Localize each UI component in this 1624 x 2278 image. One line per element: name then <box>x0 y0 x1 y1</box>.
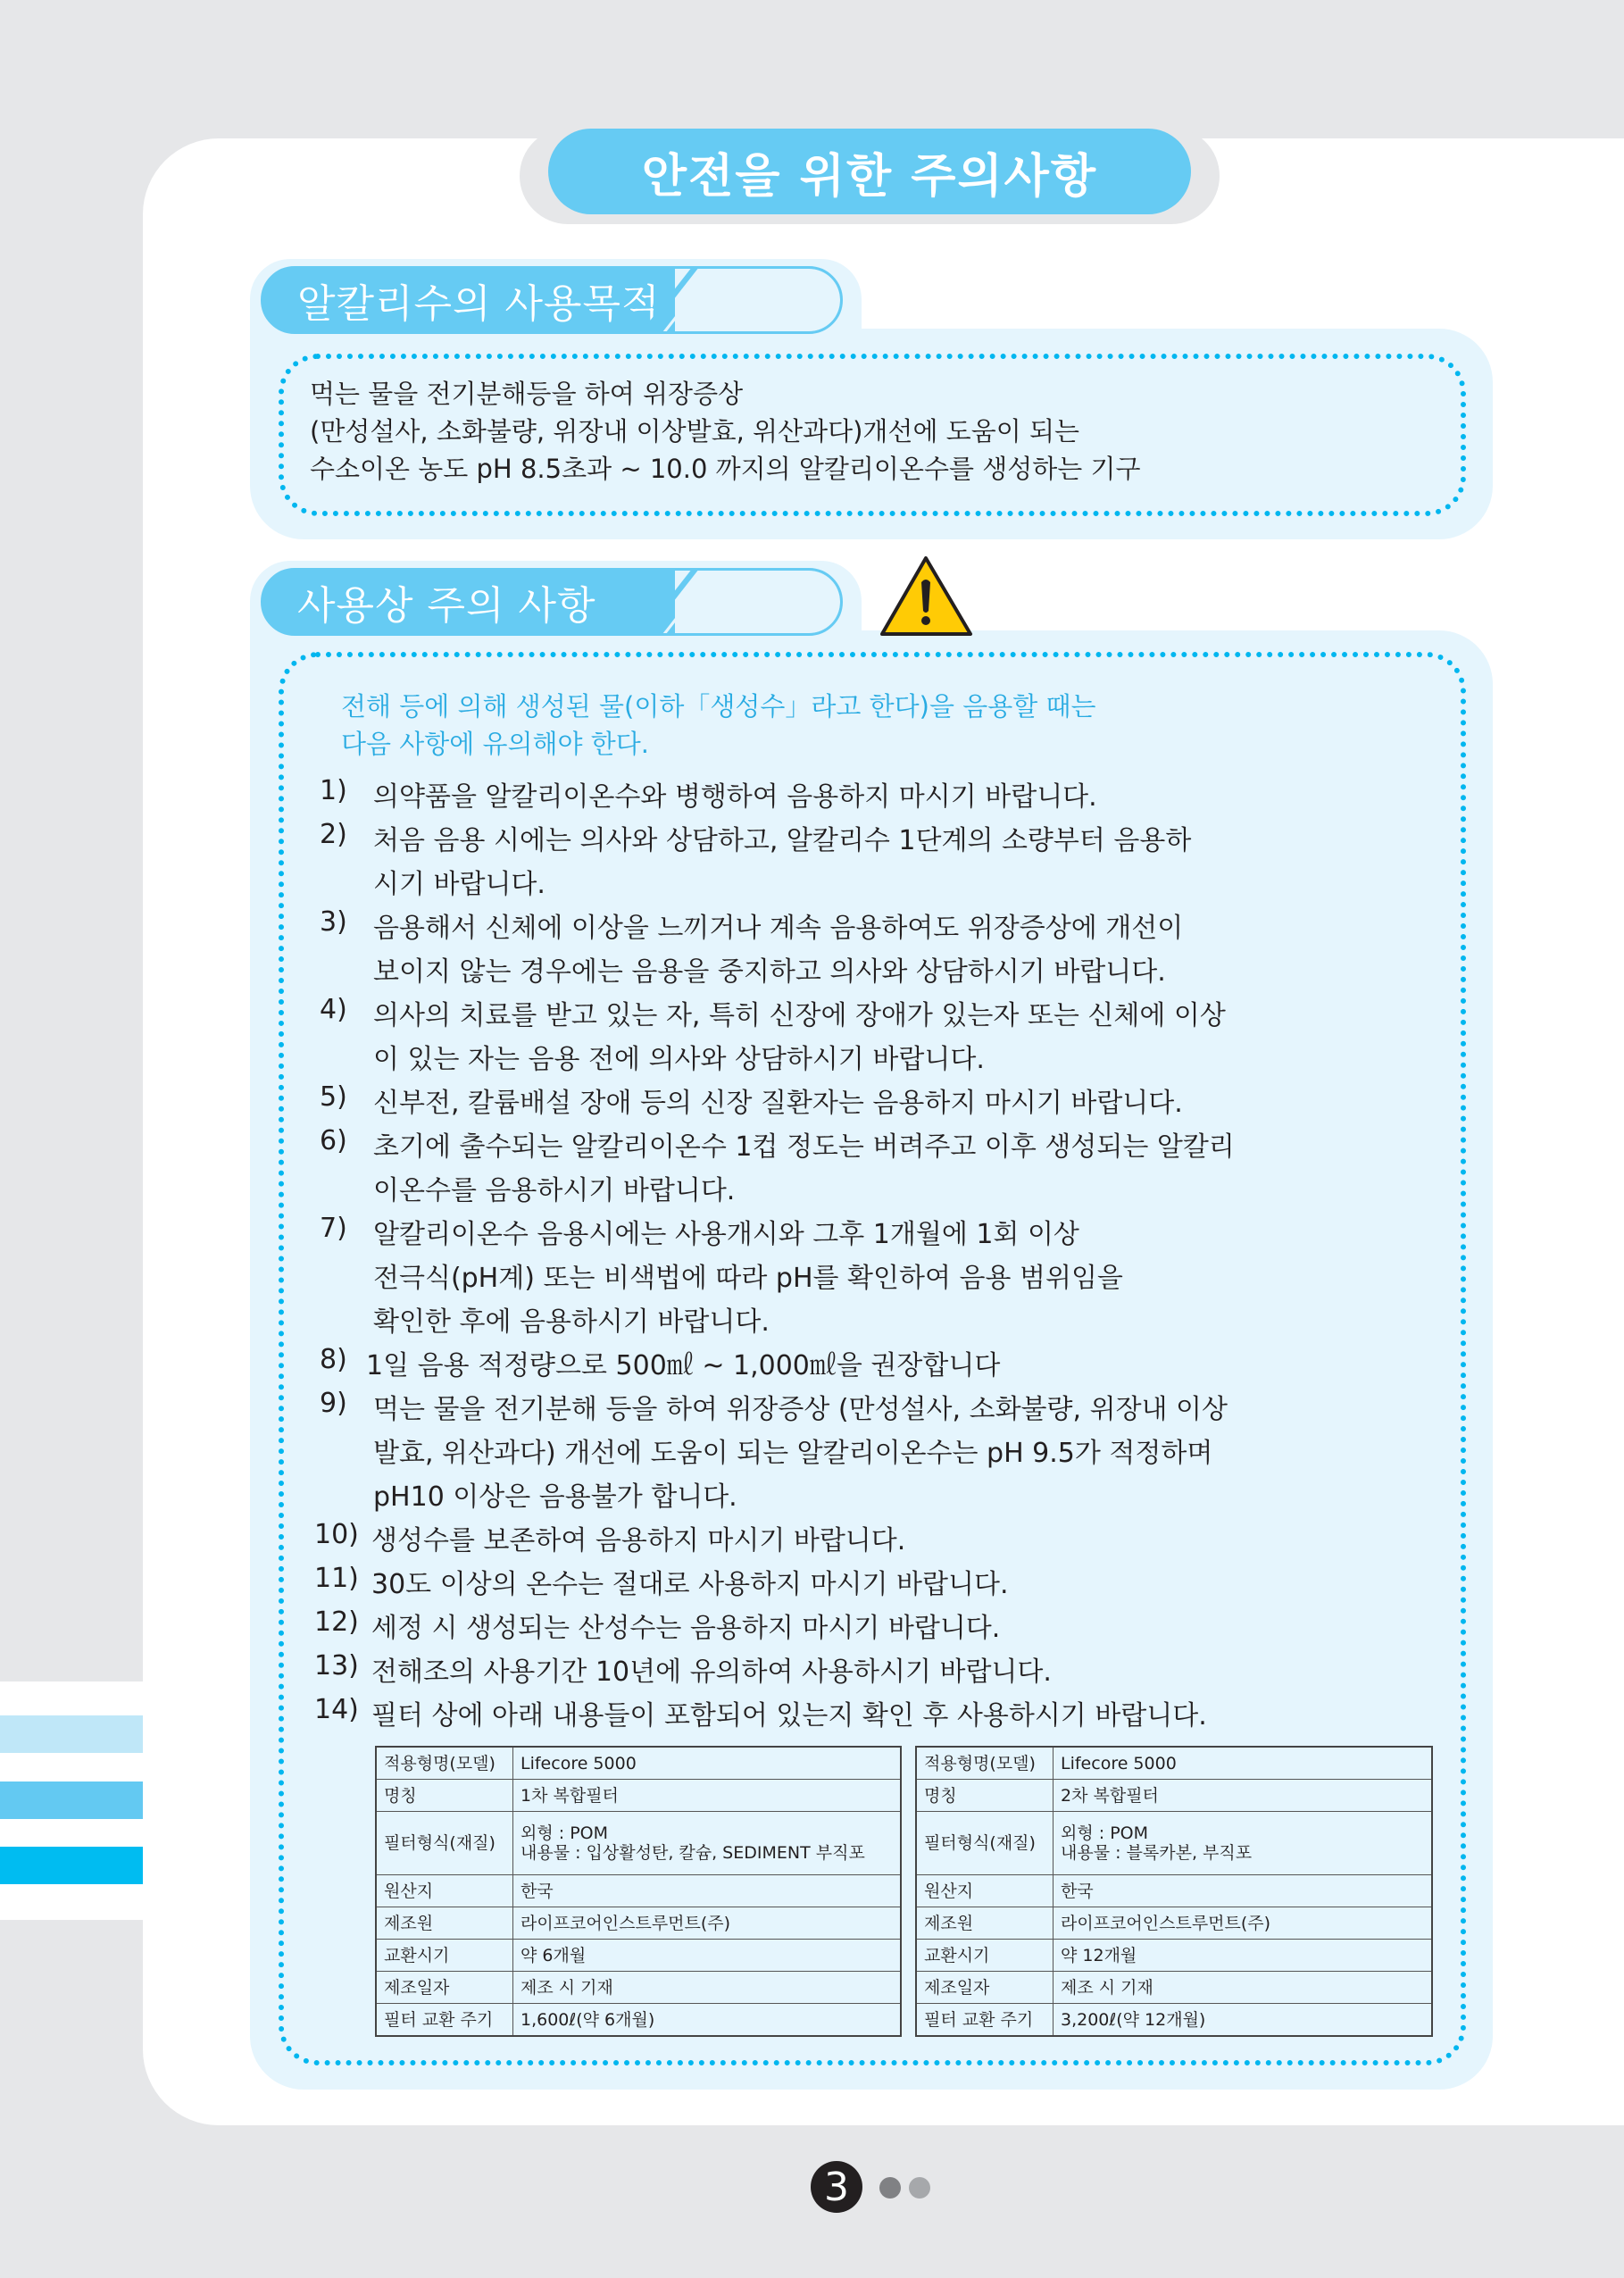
item-text: 이온수를 음용하시기 바랍니다. <box>373 1175 736 1206</box>
page-dot-icon <box>879 2177 901 2199</box>
list-item <box>320 994 1364 1081</box>
item-text: 발효, 위산과다) 개선에 도움이 되는 알칼리이온수는 pH 9.5가 적정하며 <box>373 1438 1213 1469</box>
item-number: 10) <box>314 1519 359 1550</box>
item-text: 1일 음용 적정량으로 500㎖ ~ 1,000㎖을 권장합니다 <box>366 1350 1001 1381</box>
list-item <box>320 1388 1364 1519</box>
table-key: 원산지 <box>916 1875 1054 1907</box>
list-item <box>314 1694 1364 1738</box>
item-text: 시기 바랍니다. <box>373 869 545 900</box>
table-row <box>916 1780 1432 1812</box>
table-value: 2차 복합필터 <box>1054 1780 1433 1812</box>
table-row <box>376 1907 901 1940</box>
item-number: 13) <box>314 1650 359 1681</box>
item-text: 신부전, 칼륨배설 장애 등의 신장 질환자는 음용하지 마시기 바랍니다. <box>373 1088 1183 1119</box>
table-key: 적용형명(모델) <box>916 1747 1054 1780</box>
table-key: 제조일자 <box>916 1972 1054 2004</box>
item-text: 전극식(pH계) 또는 비색법에 따라 pH를 확인하여 음용 범위임을 <box>373 1263 1123 1294</box>
table-value: 약 6개월 <box>513 1940 902 1972</box>
table-key: 교환시기 <box>916 1940 1054 1972</box>
purpose-line: 먹는 물을 전기분해등을 하여 위장증상 <box>310 379 744 409</box>
list-item <box>314 1563 1364 1606</box>
page-title: 안전을 위한 주의사항 <box>548 129 1191 214</box>
table-value: Lifecore 5000 <box>513 1747 902 1780</box>
filter-table-2 <box>915 1746 1433 2037</box>
item-number: 14) <box>314 1694 359 1725</box>
table-key: 필터형식(재질) <box>376 1812 513 1875</box>
table-row <box>916 1812 1432 1875</box>
item-number: 6) <box>320 1125 347 1156</box>
table-value-line: 내용물 : 블록카본, 부직포 <box>1061 1843 1253 1863</box>
item-number: 3) <box>320 906 347 938</box>
list-item <box>320 1125 1364 1213</box>
item-text: 처음 음용 시에는 의사와 상담하고, 알칼리수 1단계의 소량부터 음용하 <box>373 825 1192 856</box>
table-value-line: 외형 : POM <box>521 1823 608 1843</box>
table-row <box>376 1747 901 1780</box>
item-text: 알칼리이온수 음용시에는 사용개시와 그후 1개월에 1회 이상 <box>373 1219 1079 1250</box>
item-text: 보이지 않는 경우에는 음용을 중지하고 의사와 상담하시기 바랍니다. <box>373 956 1166 988</box>
table-row <box>916 1907 1432 1940</box>
item-text: pH10 이상은 음용불가 합니다. <box>373 1481 737 1513</box>
list-item <box>314 1606 1364 1650</box>
decorative-stripe <box>0 1847 143 1884</box>
item-number: 2) <box>320 819 347 850</box>
table-value-line: 내용물 : 입상활성탄, 칼슘, SEDIMENT 부직포 <box>521 1843 865 1863</box>
table-key: 제조원 <box>916 1907 1054 1940</box>
item-text: 이 있는 자는 음용 전에 의사와 상담하시기 바랍니다. <box>373 1044 985 1075</box>
table-row <box>376 2004 901 2037</box>
decorative-stripe <box>0 1715 143 1753</box>
list-item <box>320 1344 1364 1388</box>
purpose-heading <box>261 266 843 334</box>
purpose-heading-label: 알칼리수의 사용목적 <box>297 281 661 327</box>
table-key: 필터형식(재질) <box>916 1812 1054 1875</box>
table-row <box>916 1875 1432 1907</box>
table-key: 명칭 <box>376 1780 513 1812</box>
table-value: 약 12개월 <box>1054 1940 1433 1972</box>
item-number: 9) <box>320 1388 347 1419</box>
item-number: 12) <box>314 1606 359 1638</box>
table-row <box>916 1940 1432 1972</box>
table-value: 한국 <box>513 1875 902 1907</box>
item-text: 초기에 출수되는 알칼리이온수 1컵 정도는 버려주고 이후 생성되는 알칼리 <box>373 1131 1235 1163</box>
table-value: 제조 시 기재 <box>513 1972 902 2004</box>
table-row <box>376 1812 901 1875</box>
pill-endcap <box>675 571 840 633</box>
table-row <box>376 1972 901 2004</box>
item-text: 30도 이상의 온수는 절대로 사용하지 마시기 바랍니다. <box>371 1569 1009 1600</box>
table-row <box>376 1780 901 1812</box>
table-value: 제조 시 기재 <box>1054 1972 1433 2004</box>
item-text: 세정 시 생성되는 산성수는 음용하지 마시기 바랍니다. <box>371 1613 1001 1644</box>
table-value: 3,200ℓ(약 12개월) <box>1054 2004 1433 2037</box>
table-key: 원산지 <box>376 1875 513 1907</box>
item-number: 1) <box>320 775 347 806</box>
page-dot-icon <box>909 2177 930 2199</box>
table-row <box>376 1940 901 1972</box>
cautions-heading-label: 사용상 주의 사항 <box>297 583 596 629</box>
table-value: 라이프코어인스트루먼트(주) <box>513 1907 902 1940</box>
item-number: 5) <box>320 1081 347 1113</box>
intro-line: 다음 사항에 유의해야 한다. <box>341 729 650 759</box>
table-key: 제조원 <box>376 1907 513 1940</box>
table-value <box>1054 1812 1433 1875</box>
cautions-list <box>314 775 1364 1738</box>
list-item <box>320 819 1364 906</box>
list-item <box>320 1081 1364 1125</box>
purpose-description <box>310 375 1141 488</box>
list-item <box>320 775 1364 819</box>
table-key: 교환시기 <box>376 1940 513 1972</box>
item-text: 의약품을 알칼리이온수와 병행하여 음용하지 마시기 바랍니다. <box>373 781 1097 813</box>
table-key: 제조일자 <box>376 1972 513 2004</box>
item-text: 필터 상에 아래 내용들이 포함되어 있는지 확인 후 사용하시기 바랍니다. <box>371 1700 1207 1731</box>
item-text: 생성수를 보존하여 음용하지 마시기 바랍니다. <box>371 1525 906 1556</box>
purpose-line: (만성설사, 소화불량, 위장내 이상발효, 위산과다)개선에 도움이 되는 <box>310 416 1079 446</box>
item-text: 의사의 치료를 받고 있는 자, 특히 신장에 장애가 있는자 또는 신체에 이상 <box>373 1000 1226 1031</box>
item-text: 확인한 후에 음용하시기 바랍니다. <box>373 1306 770 1338</box>
table-row <box>916 1972 1432 2004</box>
table-row <box>916 1747 1432 1780</box>
list-item <box>314 1519 1364 1563</box>
item-number: 8) <box>320 1344 347 1375</box>
table-key: 필터 교환 주기 <box>376 2004 513 2037</box>
table-value: 1,600ℓ(약 6개월) <box>513 2004 902 2037</box>
table-row <box>916 2004 1432 2037</box>
filter-table-1 <box>375 1746 902 2037</box>
item-text: 음용해서 신체에 이상을 느끼거나 계속 음용하여도 위장증상에 개선이 <box>373 913 1184 944</box>
table-value-line: 외형 : POM <box>1061 1823 1148 1843</box>
decorative-stripe <box>0 1782 143 1819</box>
intro-line: 전해 등에 의해 생성된 물(이하「생성수」라고 한다)을 음용할 때는 <box>341 691 1096 722</box>
table-value: 한국 <box>1054 1875 1433 1907</box>
table-key: 명칭 <box>916 1780 1054 1812</box>
page-number: 3 <box>811 2161 862 2213</box>
table-row <box>376 1875 901 1907</box>
item-text: 전해조의 사용기간 10년에 유의하여 사용하시기 바랍니다. <box>371 1656 1052 1688</box>
cautions-heading <box>261 568 843 636</box>
table-value: 1차 복합필터 <box>513 1780 902 1812</box>
item-number: 4) <box>320 994 347 1025</box>
item-text: 먹는 물을 전기분해 등을 하여 위장증상 (만성설사, 소화불량, 위장내 이상 <box>373 1394 1228 1425</box>
list-item <box>320 906 1364 994</box>
warning-triangle-icon <box>879 555 973 638</box>
list-item <box>314 1650 1364 1694</box>
item-number: 7) <box>320 1213 347 1244</box>
table-value: Lifecore 5000 <box>1054 1747 1433 1780</box>
cautions-intro <box>341 688 1096 763</box>
table-value <box>513 1812 902 1875</box>
table-value: 라이프코어인스트루먼트(주) <box>1054 1907 1433 1940</box>
table-key: 필터 교환 주기 <box>916 2004 1054 2037</box>
table-key: 적용형명(모델) <box>376 1747 513 1780</box>
item-number: 11) <box>314 1563 359 1594</box>
pill-endcap <box>675 269 840 331</box>
purpose-line: 수소이온 농도 pH 8.5초과 ~ 10.0 까지의 알칼리이온수를 생성하는 기구 <box>310 454 1141 484</box>
list-item <box>320 1213 1364 1344</box>
